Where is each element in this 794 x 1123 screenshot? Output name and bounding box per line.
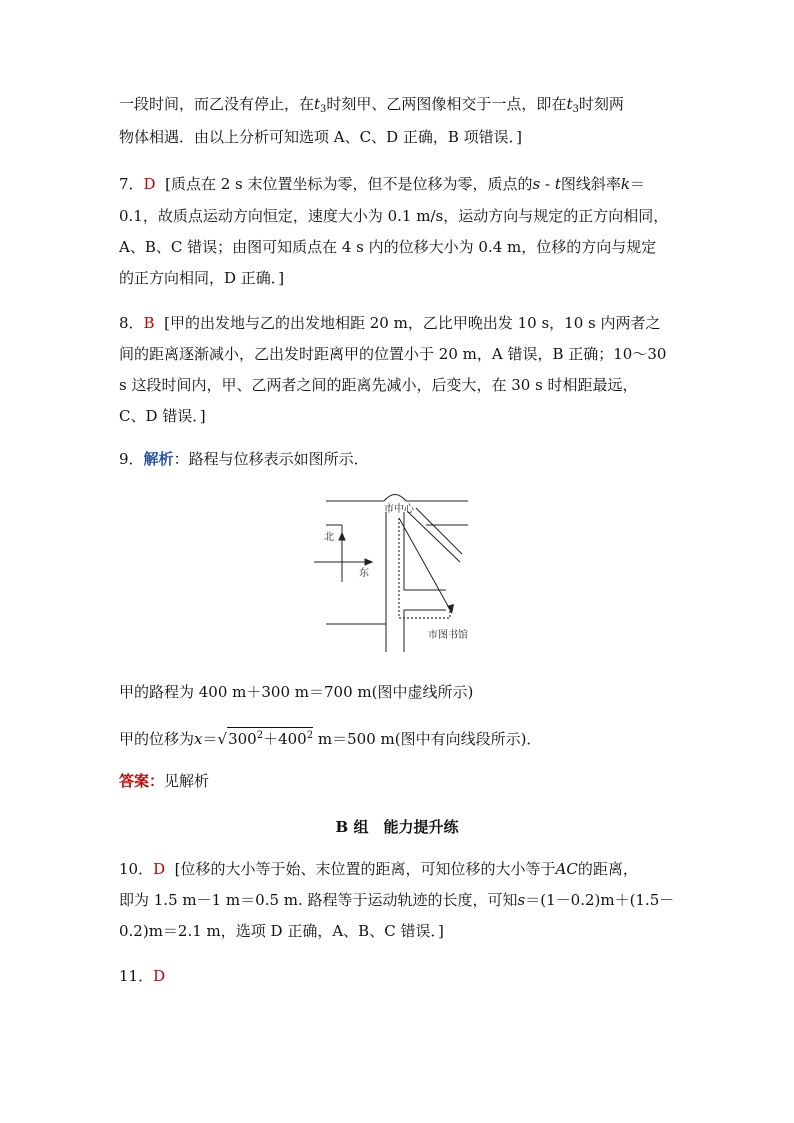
analysis-label: 解析 — [143, 450, 174, 468]
q8-line-1 — [119, 313, 660, 333]
number: 300 — [228, 730, 257, 748]
question-number: 11． — [119, 967, 154, 985]
var-x: x — [194, 730, 203, 748]
q7-line-2: 0.1，故质点运动方向恒定，速度大小为 0.1 m/s，运动方向与规定的正方向相同， — [119, 207, 669, 225]
subscript: 3 — [572, 104, 579, 115]
q7-line-3: A、B、C 错误；由图可知质点在 4 s 内的位移大小为 0.4 m，位移的方向与规定 — [119, 238, 657, 256]
text: - — [540, 175, 555, 193]
q8-line-3: s 这段时间内，甲、乙两者之间的距离先减小，后变大，在 30 s 时相距最远， — [119, 376, 638, 394]
question-number: 7． — [119, 175, 144, 193]
north-label: 北 — [324, 532, 334, 543]
text: [质点在 2 s 末位置坐标为零，但不是位移为零，质点的 — [165, 175, 533, 193]
q10-line-2 — [119, 890, 674, 910]
q9-path-line: 甲的路程为 400 m＋300 m＝700 m(图中虚线所示) — [119, 683, 474, 701]
text: [位移的大小等于始、末位置的距离，可知位移的大小等于 — [174, 860, 556, 878]
text: 的距离， — [577, 860, 638, 878]
q9-answer-line — [119, 771, 209, 791]
var-s: s — [532, 175, 541, 193]
p1-line-1 — [119, 94, 624, 120]
city-center-label: 市中心 — [384, 504, 414, 515]
diagonal-road — [408, 512, 460, 562]
text: 时刻两 — [578, 95, 624, 113]
sqrt-sign: √ — [217, 730, 228, 748]
question-number: 9． — [119, 450, 144, 468]
q7-line-4: 的正方向相同，D 正确．] — [119, 269, 285, 287]
q10-line-1 — [119, 859, 638, 879]
var-t: t — [554, 175, 561, 193]
text: ： — [149, 772, 165, 790]
east-label: 东 — [359, 568, 369, 579]
section-heading: B 组 能力提升练 — [335, 818, 459, 836]
north-arrowhead — [339, 533, 345, 540]
text: 路程与位移表示如图所示． — [188, 450, 369, 468]
displacement-arrow — [399, 518, 448, 606]
library-label: 市图书馆 — [428, 630, 468, 641]
subscript: 3 — [320, 104, 327, 115]
text: ＝ — [629, 175, 645, 193]
var-t: t — [566, 95, 573, 113]
q11-line-1 — [119, 966, 165, 986]
q9-displacement-line — [119, 727, 541, 749]
q9-line-1 — [119, 449, 369, 469]
exponent: 2 — [306, 730, 314, 741]
answer-text: 见解析 — [164, 772, 210, 790]
text: ： — [173, 450, 189, 468]
answer-label: 答案 — [119, 772, 150, 790]
text: 时刻甲、乙两图像相交于一点，即在 — [326, 95, 567, 113]
text: ＋ — [263, 730, 279, 748]
q8-line-2: 间的距离逐渐减小，乙出发时距离甲的位置小于 20 m，A 错误，B 正确；10～30 — [119, 345, 667, 363]
answer-letter: B — [143, 314, 155, 332]
var-t: t — [314, 95, 321, 113]
text: [甲的出发地与乙的出发地相距 20 m，乙比甲晚出发 10 s，10 s 内两者之 — [164, 314, 661, 332]
question-number: 8． — [119, 314, 144, 332]
text: ＝(1－0.2)m＋(1.5－ — [525, 891, 675, 909]
path-dashed — [399, 518, 450, 618]
text: 图线斜率 — [560, 175, 621, 193]
text: 甲的位移为 — [119, 730, 195, 748]
var-s: s — [517, 891, 526, 909]
text: 一段时间，而乙没有停止，在 — [119, 95, 315, 113]
answer-letter: D — [153, 860, 166, 878]
answer-letter: D — [143, 175, 156, 193]
q7-line-1 — [119, 174, 645, 194]
text: m＝500 m(图中有向线段所示)． — [313, 730, 542, 748]
var-ac: AC — [555, 860, 578, 878]
q8-line-4: C、D 错误．] — [119, 407, 206, 425]
text: ＝ — [202, 730, 218, 748]
text: 即为 1.5 m－1 m＝0.5 m. 路程等于运动轨迹的长度，可知 — [119, 891, 518, 909]
exponent: 2 — [256, 730, 264, 741]
route-map-diagram — [312, 492, 488, 652]
p1-line-2: 物体相遇．由以上分析可知选项 A、C、D 正确，B 项错误．] — [119, 128, 523, 146]
sqrt-expression — [227, 727, 313, 747]
diagonal-road — [416, 508, 462, 554]
answer-letter: D — [153, 967, 166, 985]
question-number: 10． — [119, 860, 154, 878]
roundabout-arc — [384, 495, 406, 502]
q10-line-3: 0.2)m＝2.1 m，选项 D 正确，A、B、C 错误．] — [119, 922, 444, 940]
var-k: k — [620, 175, 630, 193]
number: 400 — [278, 730, 307, 748]
east-arrowhead — [365, 559, 372, 565]
